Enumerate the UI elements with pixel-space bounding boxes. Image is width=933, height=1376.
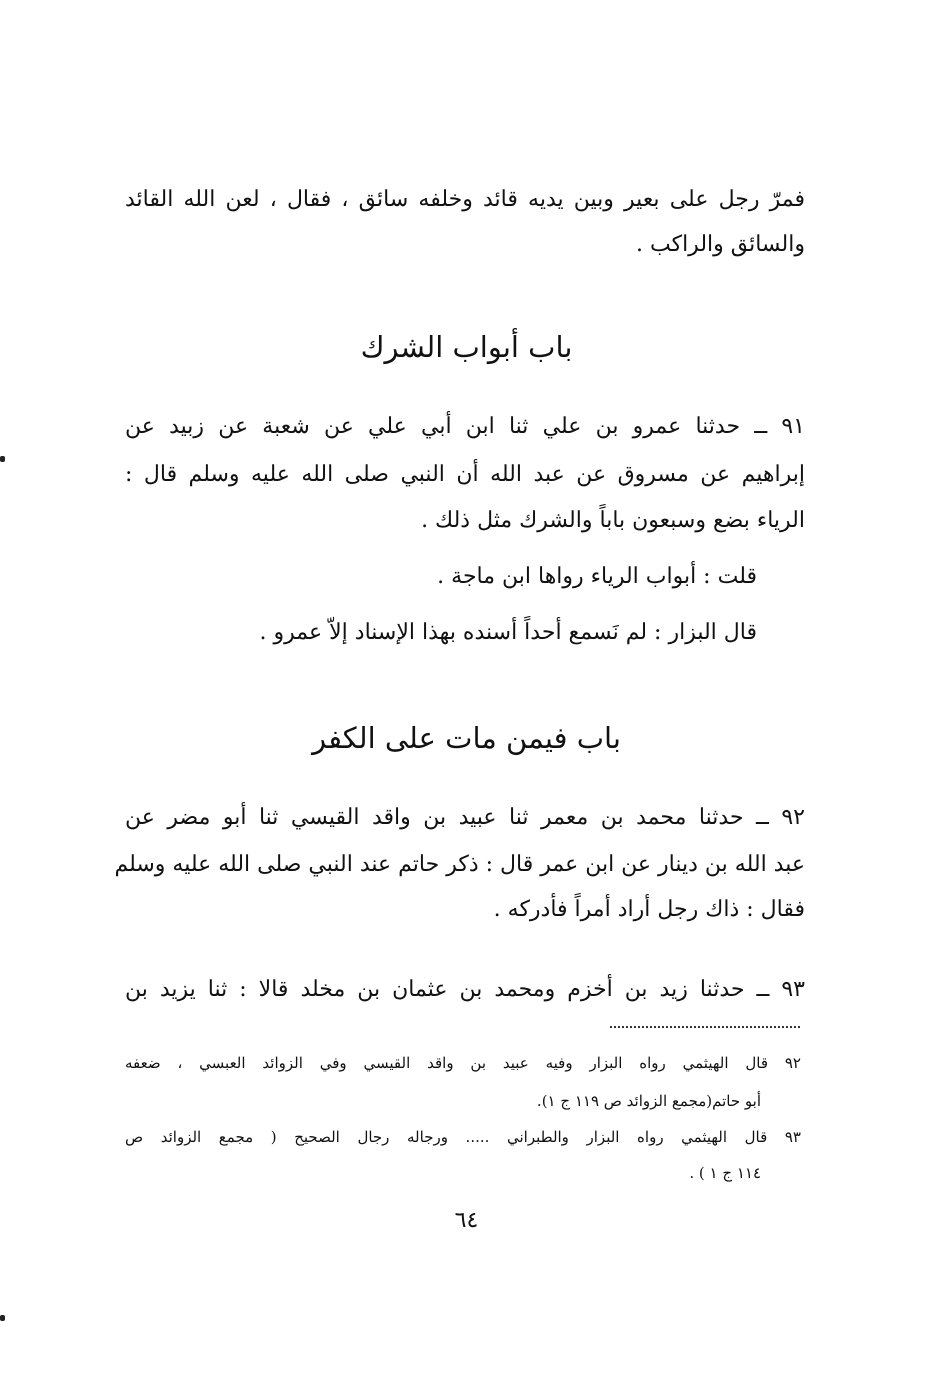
hadith-92-line-3: فقال : ذاك رجل أراد أمراً فأدركه .	[493, 897, 805, 922]
footnote-92-line-2: أبو حاتم(مجمع الزوائد ص ١١٩ ج ١).	[536, 1092, 761, 1110]
top-paragraph-line-2: والسائق والراكب .	[636, 232, 805, 257]
footnote-93-line-2: ١١٤ ج ١ ) .	[689, 1164, 761, 1182]
footnote-93-line-1: ٩٣ قال الهيثمي رواه البزار والطبراني ..... ورجاله رجال الصحيح ( مجمع الزوائد ص	[125, 1128, 801, 1146]
hadith-91-line-2: إبراهيم عن مسروق عن عبد الله أن النبي صلى الله عليه وسلم قال :	[125, 462, 805, 487]
hadith-91-line-3: الرياء بضع وسبعون باباً والشرك مثل ذلك .	[421, 508, 805, 533]
scan-speck	[0, 1315, 5, 1321]
hadith-92-line-2: عبد الله بن دينار عن ابن عمر قال : ذكر حاتم عند النبي صلى الله عليه وسلم	[114, 852, 805, 877]
footnote-92-line-1: ٩٢ قال الهيثمي رواه البزار وفيه عبيد بن واقد القيسي وفي الزوائد العبسي ، ضعفه	[125, 1054, 801, 1072]
section-heading-kufr: باب فيمن مات على الكفر	[312, 721, 621, 755]
top-paragraph-line-1: فمرّ رجل على بعير وبين يديه قائد وخلفه سائق ، فقال ، لعن الله القائد	[125, 187, 805, 212]
scan-speck	[0, 456, 5, 462]
hadith-92-line-1: ٩٢ ــ حدثنا محمد بن معمر ثنا عبيد بن واقد القيسي ثنا أبو مضر عن	[125, 805, 805, 830]
section-heading-shirk: باب أبواب الشرك	[360, 330, 573, 364]
page-number: ٦٤	[454, 1208, 479, 1233]
footnote-separator	[610, 1026, 800, 1028]
note-bazzar: قال البزار : لم نَسمع أحداً أسنده بهذا الإسناد إلاّ عمرو .	[259, 620, 757, 645]
hadith-93-line-1: ٩٣ ــ حدثنا زيد بن أخزم ومحمد بن عثمان بن مخلد قالا : ثنا يزيد بن	[125, 977, 805, 1002]
note-qultu: قلت : أبواب الرياء رواها ابن ماجة .	[437, 564, 757, 589]
hadith-91-line-1: ٩١ ــ حدثنا عمرو بن علي ثنا ابن أبي علي عن شعبة عن زبيد عن	[125, 414, 805, 439]
